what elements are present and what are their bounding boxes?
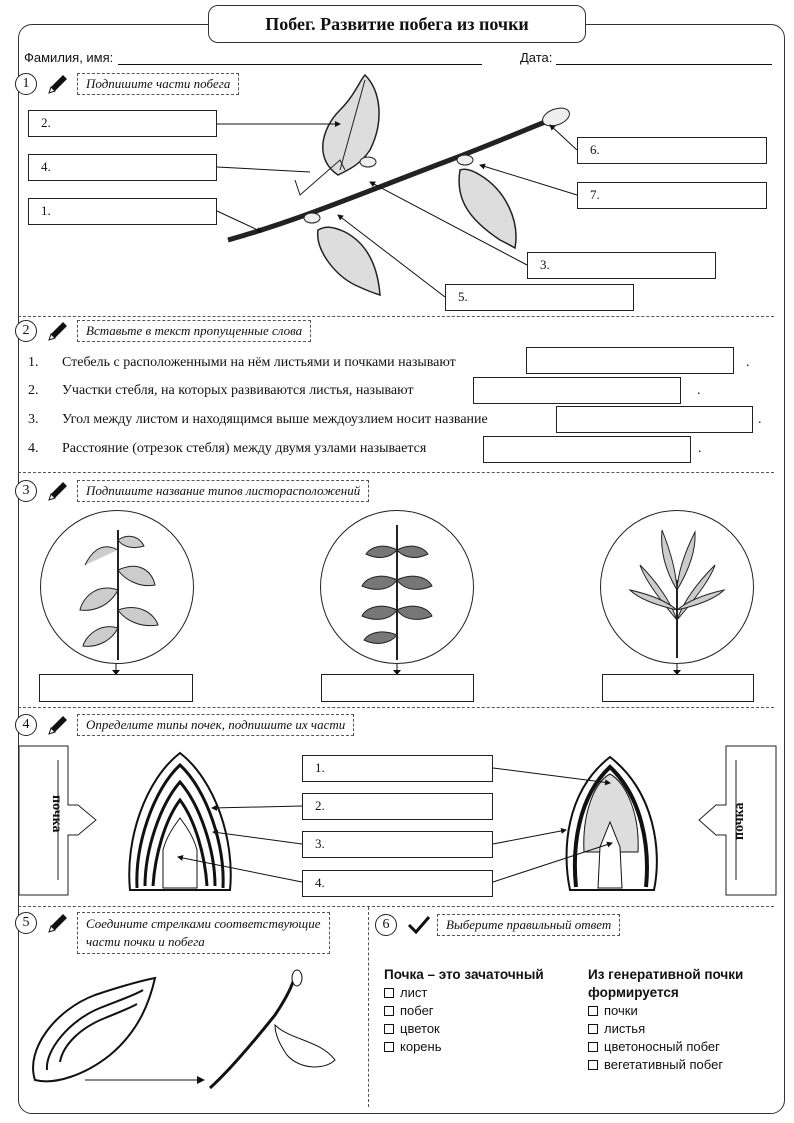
- question-2: [588, 966, 773, 1074]
- checkbox-icon[interactable]: [384, 1042, 394, 1052]
- checkbox-icon[interactable]: [588, 1006, 598, 1016]
- section-divider: [18, 707, 774, 708]
- section-number: 3: [15, 480, 37, 502]
- section-instruction: Подпишите части побега: [77, 73, 239, 95]
- pencil-icon: [46, 713, 70, 737]
- section-number: 5: [15, 912, 37, 934]
- column-divider: [368, 907, 369, 1107]
- bud-label-3[interactable]: 3.: [302, 831, 493, 858]
- shoot-label-1[interactable]: 1.: [28, 198, 217, 225]
- option-checkbox[interactable]: [384, 1020, 574, 1038]
- checkbox-icon[interactable]: [588, 1042, 598, 1052]
- option-label: почки: [604, 1003, 638, 1018]
- section-instruction: Вставьте в текст пропущенные слова: [77, 320, 311, 342]
- answer-field-1[interactable]: [526, 347, 734, 374]
- question-title: Почка – это зачаточный: [384, 967, 544, 982]
- side-label-right: почка: [732, 802, 747, 840]
- pencil-icon: [46, 911, 70, 935]
- option-checkbox[interactable]: [588, 1002, 773, 1020]
- shoot-label-7[interactable]: 7.: [577, 182, 767, 209]
- answer-field-3[interactable]: [556, 406, 753, 433]
- option-label: побег: [400, 1003, 434, 1018]
- alternate-leaf-illustration: [40, 510, 194, 664]
- checkmark-icon: [406, 913, 432, 937]
- option-label: цветок: [400, 1021, 440, 1036]
- option-label: вегетативный побег: [604, 1057, 724, 1072]
- shoot-label-5[interactable]: 5.: [445, 284, 634, 311]
- option-label: лист: [400, 985, 428, 1000]
- section-divider: [18, 316, 774, 317]
- section-divider: [18, 906, 774, 907]
- date-label: Дата:: [520, 50, 553, 65]
- pencil-icon: [46, 319, 70, 343]
- section-instruction: Выберите правильный ответ: [437, 914, 620, 936]
- question-title: Из генеративной почки: [588, 967, 744, 982]
- section-number: 4: [15, 714, 37, 736]
- period: .: [758, 412, 762, 427]
- bud-label-2[interactable]: 2.: [302, 793, 493, 820]
- shoot-label-6[interactable]: 6.: [577, 137, 767, 164]
- section-instruction: Определите типы почек, подпишите их части: [77, 714, 354, 736]
- period: .: [697, 383, 701, 398]
- section-number: 2: [15, 320, 37, 342]
- shoot-label-4[interactable]: 4.: [28, 154, 217, 181]
- checkbox-icon[interactable]: [588, 1024, 598, 1034]
- option-checkbox[interactable]: [588, 1020, 773, 1038]
- shoot-pointer-lines: [0, 0, 794, 320]
- side-label-left: почка: [49, 795, 64, 833]
- period: .: [698, 441, 702, 456]
- whorled-answer[interactable]: [602, 674, 754, 702]
- checkbox-icon[interactable]: [384, 1006, 394, 1016]
- option-checkbox[interactable]: [384, 1038, 574, 1056]
- shoot-label-3[interactable]: 3.: [527, 252, 716, 279]
- pencil-icon: [46, 479, 70, 503]
- section-number: 1: [15, 73, 37, 95]
- section-number: 6: [375, 914, 397, 936]
- alternate-answer[interactable]: [39, 674, 193, 702]
- instruction-line: Соедините стрелками соответствующие: [86, 916, 321, 931]
- question-1: [384, 966, 574, 1056]
- bud-label-1[interactable]: 1.: [302, 755, 493, 782]
- bud-and-shoot-illustration: [25, 970, 365, 1100]
- page-title: Побег. Развитие побега из почки: [208, 5, 586, 43]
- instruction-line: части почки и побега: [86, 934, 205, 949]
- option-label: цветоносный побег: [604, 1039, 720, 1054]
- question-title: формируется: [588, 985, 679, 1000]
- bud-pointer-lines: [0, 740, 794, 910]
- section-instruction: Подпишите название типов листорасположений: [77, 480, 369, 502]
- answer-field-4[interactable]: [483, 436, 691, 463]
- section-divider: [18, 472, 774, 473]
- checkbox-icon[interactable]: [384, 988, 394, 998]
- section-instruction: [77, 912, 330, 954]
- name-label: Фамилия, имя:: [24, 50, 114, 65]
- option-checkbox[interactable]: [384, 984, 574, 1002]
- option-label: листья: [604, 1021, 646, 1036]
- bud-label-4[interactable]: 4.: [302, 870, 493, 897]
- option-label: корень: [400, 1039, 442, 1054]
- checkbox-icon[interactable]: [384, 1024, 394, 1034]
- option-checkbox[interactable]: [588, 1038, 773, 1056]
- opposite-leaf-illustration: [320, 510, 474, 664]
- period: .: [746, 355, 750, 370]
- whorled-leaf-illustration: [600, 510, 754, 664]
- option-checkbox[interactable]: [588, 1056, 773, 1074]
- option-checkbox[interactable]: [384, 1002, 574, 1020]
- shoot-label-2[interactable]: 2.: [28, 110, 217, 137]
- answer-field-2[interactable]: [473, 377, 681, 404]
- checkbox-icon[interactable]: [588, 1060, 598, 1070]
- opposite-answer[interactable]: [321, 674, 474, 702]
